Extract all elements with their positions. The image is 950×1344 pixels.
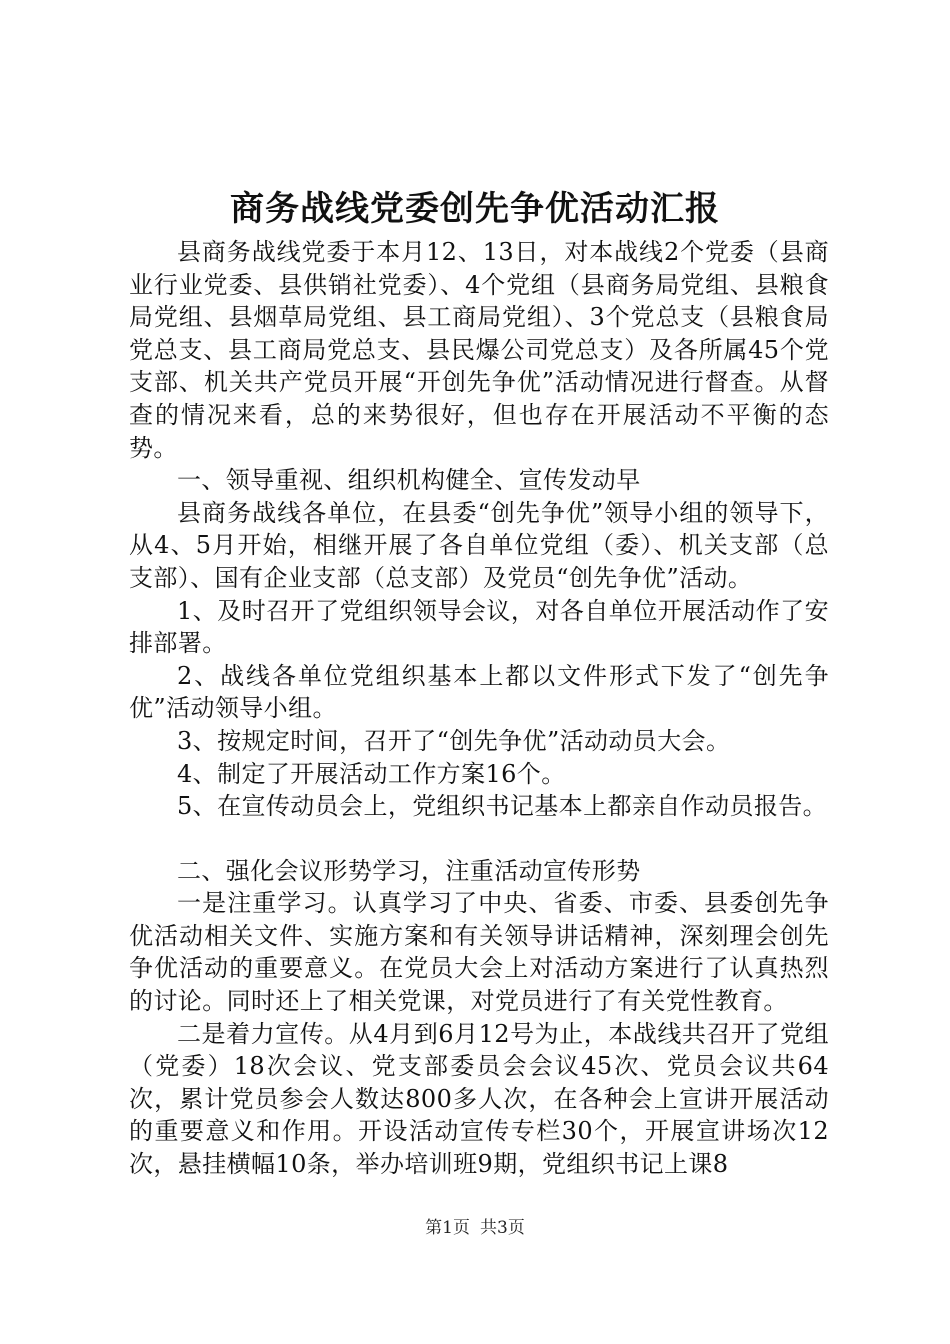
page-footer [0, 1216, 950, 1240]
paragraph-intro: 县商务战线党委于本月12、13日，对本战线2个党委（县商业行业党委、县供销社党委）、4个党组（县商务局党组、县粮食局党组、县烟草局党组、县工商局党组）、3个党总支（县粮食局党总支、县工商局党总支、县民爆公司党总支）及各所属45个党支部、机关共产党员开展“开创先争优”活动情况进行督查。从督查的情况来看，总的来势很好，但也存在开展活动不平衡的态势。 [129, 238, 829, 462]
paragraph-publicity: 二是着力宣传。从4月到6月12号为止，本战线共召开了党组（党委）18次会议、党支部委员会会议45次、党员会议共64次，累计党员参会人数达800多人次，在各种会上宣讲开展活动的重要意义和作用。开设活动宣传专栏30个，开展宣讲场次12次，悬挂横幅10条，举办培训班9期，党组织书记上课8 [129, 1019, 829, 1179]
section-heading-2: 二、强化会议形势学习，注重活动宣传形势 [177, 856, 641, 885]
paragraph-section-1: 县商务战线各单位，在县委“创先争优”领导小组的领导下，从4、5月开始，相继开展了各自单位党组（委）、机关支部（总支部）、国有企业支部（总支部）及党员“创先争优”活动。 [129, 498, 829, 592]
list-item-2: 2、战线各单位党组织基本上都以文件形式下发了“创先争优”活动领导小组。 [129, 661, 829, 723]
list-item-4: 4、制定了开展活动工作方案16个。 [177, 759, 566, 788]
page-number: 第1页 [425, 1218, 470, 1238]
page-total: 共3页 [480, 1218, 525, 1238]
list-item-5: 5、在宣传动员会上，党组织书记基本上都亲自作动员报告。 [177, 792, 828, 821]
document-title: 商务战线党委创先争优活动汇报 [230, 189, 720, 229]
list-item-3: 3、按规定时间，召开了“创先争优”活动动员大会。 [177, 726, 731, 755]
document-body [129, 236, 829, 1181]
list-item-1: 1、及时召开了党组织领导会议，对各自单位开展活动作了安排部署。 [129, 596, 829, 658]
paragraph-gap [129, 823, 829, 855]
paragraph-study: 一是注重学习。认真学习了中央、省委、市委、县委创先争优活动相关文件、实施方案和有关领导讲话精神，深刻理会创先争优活动的重要意义。在党员大会上对活动方案进行了认真热烈的讨论。同时还上了相关党课，对党员进行了有关党性教育。 [129, 889, 829, 1016]
section-heading-1: 一、领导重视、组织机构健全、宣传发动早 [177, 466, 641, 495]
